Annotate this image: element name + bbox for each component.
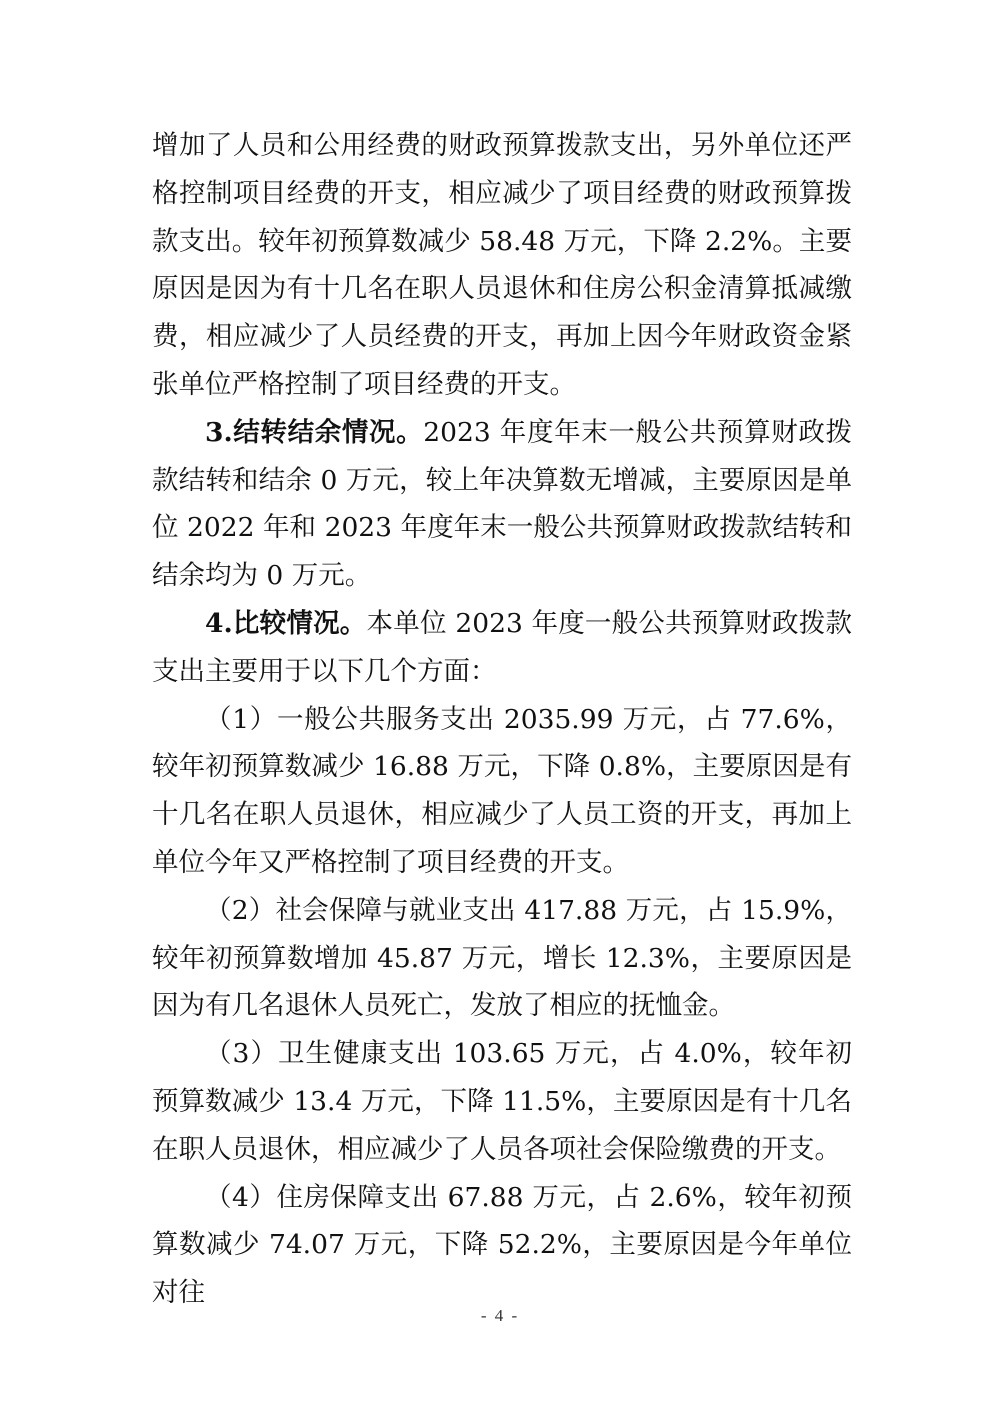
- paragraph-comparison: [152, 600, 852, 696]
- paragraph-text: （3）卫生健康支出 103.65 万元，占 4.0%，较年初预算数减少 13.4 万元，下降 11.5%，主要原因是有十几名在职人员退休，相应减少了人员各项社会保险缴费的开支。: [152, 1038, 852, 1165]
- paragraph-item-2: [152, 887, 852, 1030]
- paragraph-text: 增加了人员和公用经费的财政预算拨款支出，另外单位还严格控制项目经费的开支，相应减少了项目经费的财政预算拨款支出。较年初预算数减少 58.48 万元，下降 2.2%。主要原因是因为有十几名在职人员退休和住房公积金清算抵减缴费，相应减少了人员经费的开支，再加上因今年财政资金紧张单位严格控制了项目经费的开支。: [152, 130, 852, 400]
- section-heading-comparison: 4.比较情况。: [205, 607, 367, 639]
- section-heading-carryover: 3.结转结余情况。: [205, 416, 424, 448]
- paragraph-text: （1）一般公共服务支出 2035.99 万元，占 77.6%，较年初预算数减少 16.88 万元，下降 0.8%，主要原因是有十几名在职人员退休，相应减少了人员工资的开支，再加上单位今年又严格控制了项目经费的开支。: [152, 703, 852, 878]
- paragraph-carryover: [152, 409, 852, 600]
- paragraph-text: 本单位 2023 年度一般公共预算财政拨款支出主要用于以下几个方面：: [152, 607, 852, 687]
- paragraph-text: （4）住房保障支出 67.88 万元，占 2.6%，较年初预算数减少 74.07 万元，下降 52.2%，主要原因是今年单位对往: [152, 1181, 852, 1309]
- paragraph-item-4: [152, 1174, 852, 1317]
- page-number: - 4 -: [480, 1306, 520, 1325]
- paragraph-continuation: [152, 122, 852, 409]
- paragraph-item-3: [152, 1030, 852, 1173]
- paragraph-item-1: [152, 696, 852, 887]
- paragraph-text: （2）社会保障与就业支出 417.88 万元，占 15.9%，较年初预算数增加 45.87 万元，增长 12.3%，主要原因是因为有几名退休人员死亡，发放了相应的抚恤金。: [152, 894, 852, 1022]
- paragraph-text: 2023 年度年末一般公共预算财政拨款结转和结余 0 万元，较上年决算数无增减，主要原因是单位 2022 年和 2023 年度年末一般公共预算财政拨款结转和结余均为 0 万元。: [152, 416, 852, 592]
- document-body: [152, 122, 852, 1317]
